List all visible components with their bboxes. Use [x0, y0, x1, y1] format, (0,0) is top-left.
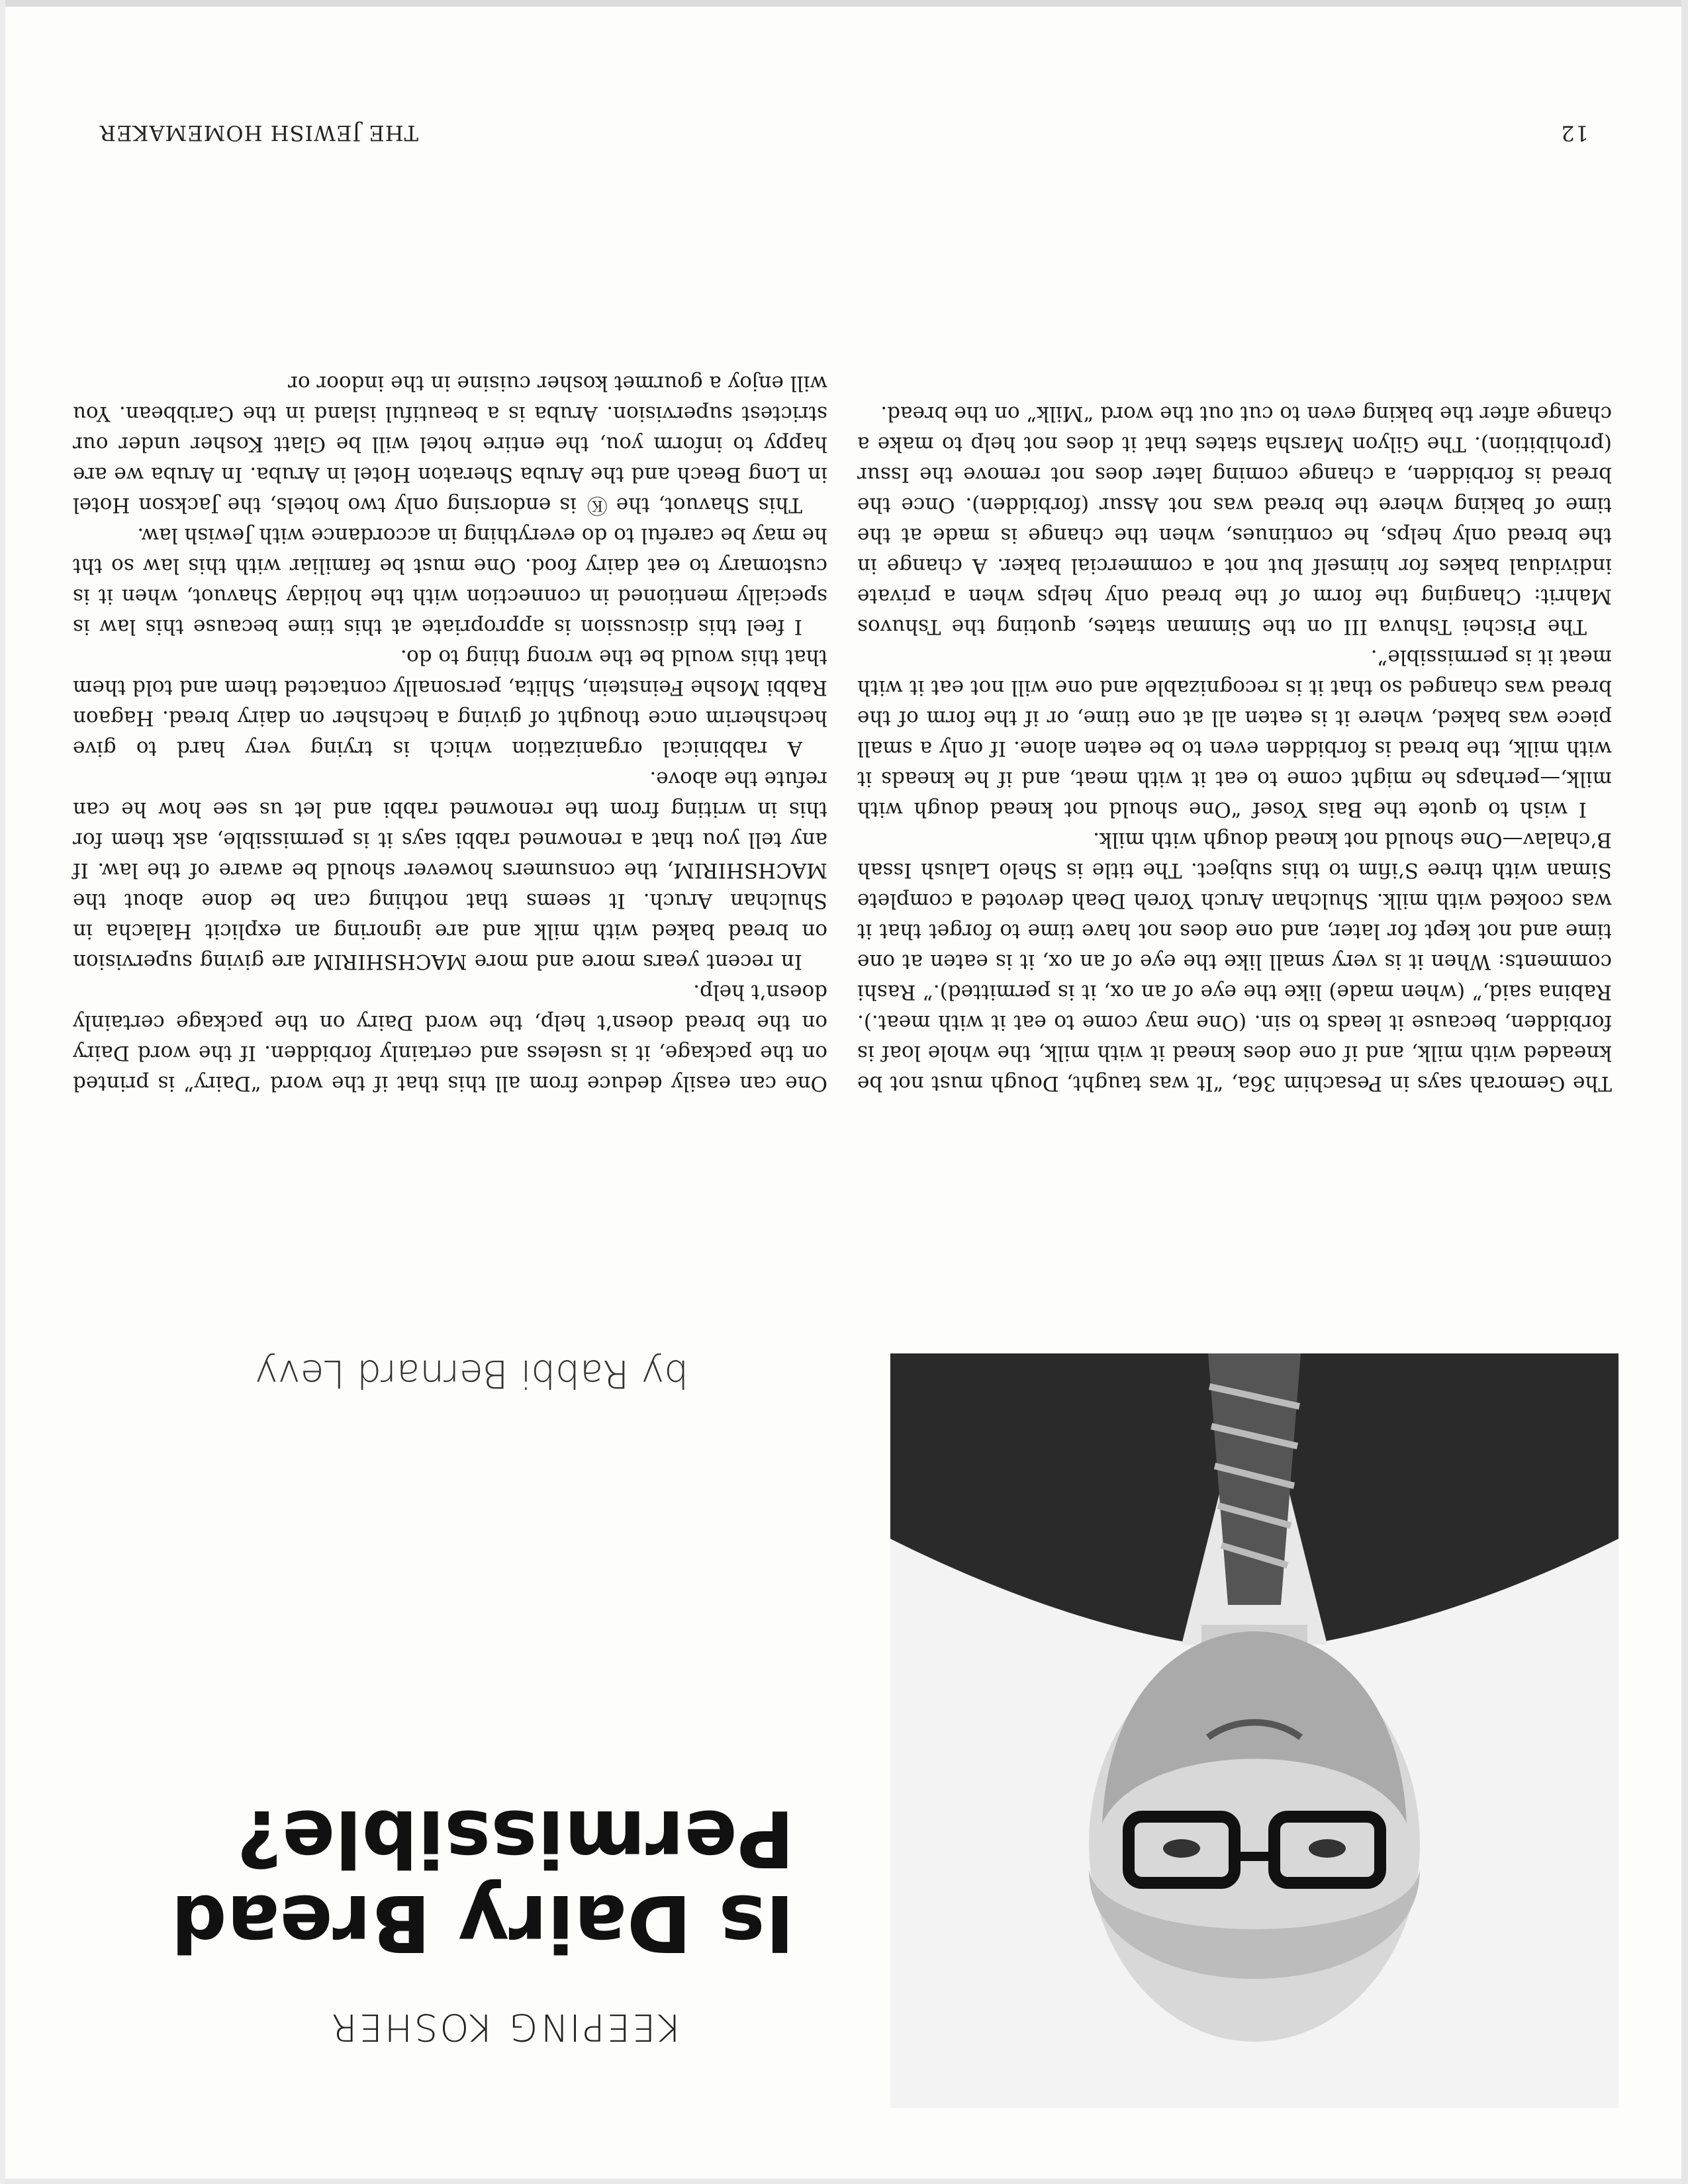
page-number: 12: [1560, 120, 1589, 146]
scan-edge-right: [0, 0, 5, 2184]
article-paragraph: I feel this discussion is appropriate at this time because this law is specially mentioned in connection with the holiday Shavuot, when it is customary to eat dairy food. One must be familiar with this law so tht he may be careful to do everything in accordance with Jewish law.: [73, 523, 827, 639]
article-column-right: [73, 368, 827, 1099]
article-column-left: [857, 398, 1612, 1099]
article-paragraph: This Shavuot, the Ⓚ is endorsing only two hotels, the Jackson Hotel in Long Beach and the Aruba Sheraton Hotel in Aruba. In Aruba we are happy to inform you, the entire hotel will be Glatt Kosher under our strictest supervision. Aruba is a beautiful island in the Caribbean. You will enjoy a gourmet kosher cuisine in the indoor or: [73, 371, 827, 517]
article-paragraph: In recent years more and more MACHSHIRIM are giving supervision on bread baked with milk and are ignoring an explicit Halacha in Shulchan Aruch. It seems that nothing can be done about the MACHSHIRIM, the consumers however should be aware of the law. If any tell you that a renowned rabbi says it is permissible, ask them for this in writing from the renowned rabbi and let us see how he can refute the above.: [73, 767, 827, 974]
article-paragraph: The Pischei Tshuva III on the Simman states, quoting the Tshuvos Mahrit: Changing the form of the bread only helps when a private individual bakes for himself but not a commercial baker. A change in the bread only helps, he continues, when the change is made at the time of baking where the bread was not Assur (forbidden). Once the bread is forbidden, a change coming later does not remove the Issur (prohibition). The Gilyon Marsha states that it does not help to make a change after the baking even to cut out the word “Milk” on the bread.: [857, 402, 1612, 639]
article-byline: by Rabbi Bernard Levy: [255, 1351, 688, 1396]
author-portrait-photo: [890, 1353, 1618, 2108]
publication-name: THE JEWISH HOMEMAKER: [99, 120, 418, 146]
scan-edge-left: [1681, 0, 1688, 2184]
article-paragraph: A rabbinical organization which is trying very hard to give hechsherim once thought of giving a hechsher on dairy bread. Hagaon Rabbi Moshe Feinstein, Shlita, personally contacted them and told them that this would be the wrong thing to do.: [73, 645, 827, 760]
portrait-photo-icon: [890, 1353, 1618, 2108]
section-kicker: KEEPING KOSHER: [329, 2005, 682, 2048]
article-title: Is Dairy Bread Permissible?: [171, 1793, 794, 1969]
article-paragraph: The Gemorah says in Pesachim 36a, “It was taught, Dough must not be kneaded with milk, and if one does knead it with milk, the whole loaf is forbidden, because it leads to sin. (One may come to eat it with meat.). Rabina said,” (when made) like the eye of an ox, it is permitted).” Rashi comments: When it is very small like the eye of an ox, it is eaten at one time and not kept for later, and one does not have time to forget that it was cooked with milk. Shulchan Aruch Yoreh Deah devoted a complete Siman with three S’ifim to this subject. The title is Shelo Lalush Issah B’chalav—One should not knead dough with milk.: [857, 828, 1612, 1095]
scan-edge-top: [0, 2179, 1688, 2184]
article-paragraph: One can easily deduce from all this that if the word “Dairy” is printed on the package, it is useless and certainly forbidden. If the word Dairy on the bread doesn’t help, the word Dairy on the package certainly doesn’t help.: [73, 980, 827, 1095]
scan-edge-bottom: [0, 0, 1688, 7]
article-paragraph: I wish to quote the Bais Yosef “One should not knead dough with milk,—perhaps he might come to eat it with meat, and if he kneads it with milk, the bread is forbidden even to be eaten alone. If only a small piece was baked, where it is eaten all at one time, or if the form of the bread was changed so that it is recognizable and one will not eat it with meat it is permissible”.: [857, 645, 1612, 821]
